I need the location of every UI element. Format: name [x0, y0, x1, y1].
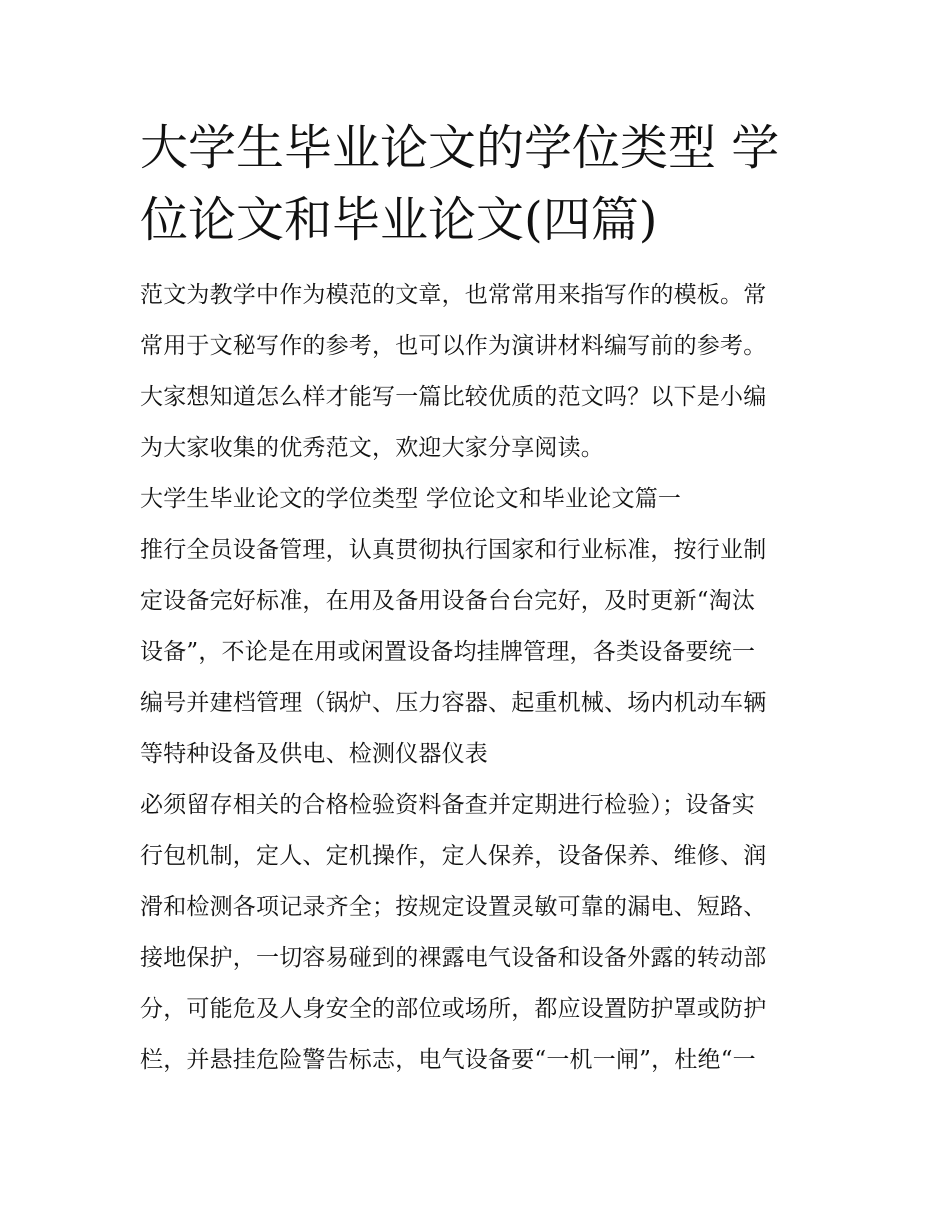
text-line: 推行全员设备管理，认真贯彻执行国家和行业标准，按行业制 — [140, 537, 767, 563]
document-title: 大学生毕业论文的学位类型 学位论文和毕业论文(四篇) — [140, 120, 780, 248]
text-line: 接地保护，一切容易碰到的裸露电气设备和设备外露的转动部 — [140, 945, 767, 971]
text-line: 等特种设备及供电、检测仪器仪表 — [140, 741, 488, 767]
text-line: 定设备完好标准，在用及备用设备台台完好，及时更新“淘汰 — [140, 588, 756, 614]
text-line: 大家想知道怎么样才能写一篇比较优质的范文吗？以下是小编 — [140, 384, 767, 410]
text-line: 滑和检测各项记录齐全；按规定设置灵敏可靠的漏电、短路、 — [140, 894, 767, 920]
text-line: 范文为教学中作为模范的文章，也常常用来指写作的模板。常 — [140, 282, 767, 308]
document-body — [140, 112, 812, 1086]
text-line: 常用于文秘写作的参考，也可以作为演讲材料编写前的参考。 — [140, 333, 767, 359]
document-text — [140, 270, 812, 1086]
text-line: 栏，并悬挂危险警告标志，电气设备要“一机一闸”，杜绝“一 — [140, 1047, 756, 1073]
text-line: 分，可能危及人身安全的部位或场所，都应设置防护罩或防护 — [140, 996, 767, 1022]
text-line: 行包机制，定人、定机操作，定人保养，设备保养、维修、润 — [140, 843, 767, 869]
text-line: 为大家收集的优秀范文，欢迎大家分享阅读。 — [140, 435, 604, 461]
text-line: 必须留存相关的合格检验资料备查并定期进行检验）；设备实 — [140, 792, 755, 818]
section-heading: 大学生毕业论文的学位类型 学位论文和毕业论文篇一 — [140, 486, 682, 512]
text-line: 设备”，不论是在用或闲置设备均挂牌管理，各类设备要统一 — [140, 639, 756, 665]
text-line: 编号并建档管理（锅炉、压力容器、起重机械、场内机动车辆 — [140, 690, 767, 716]
